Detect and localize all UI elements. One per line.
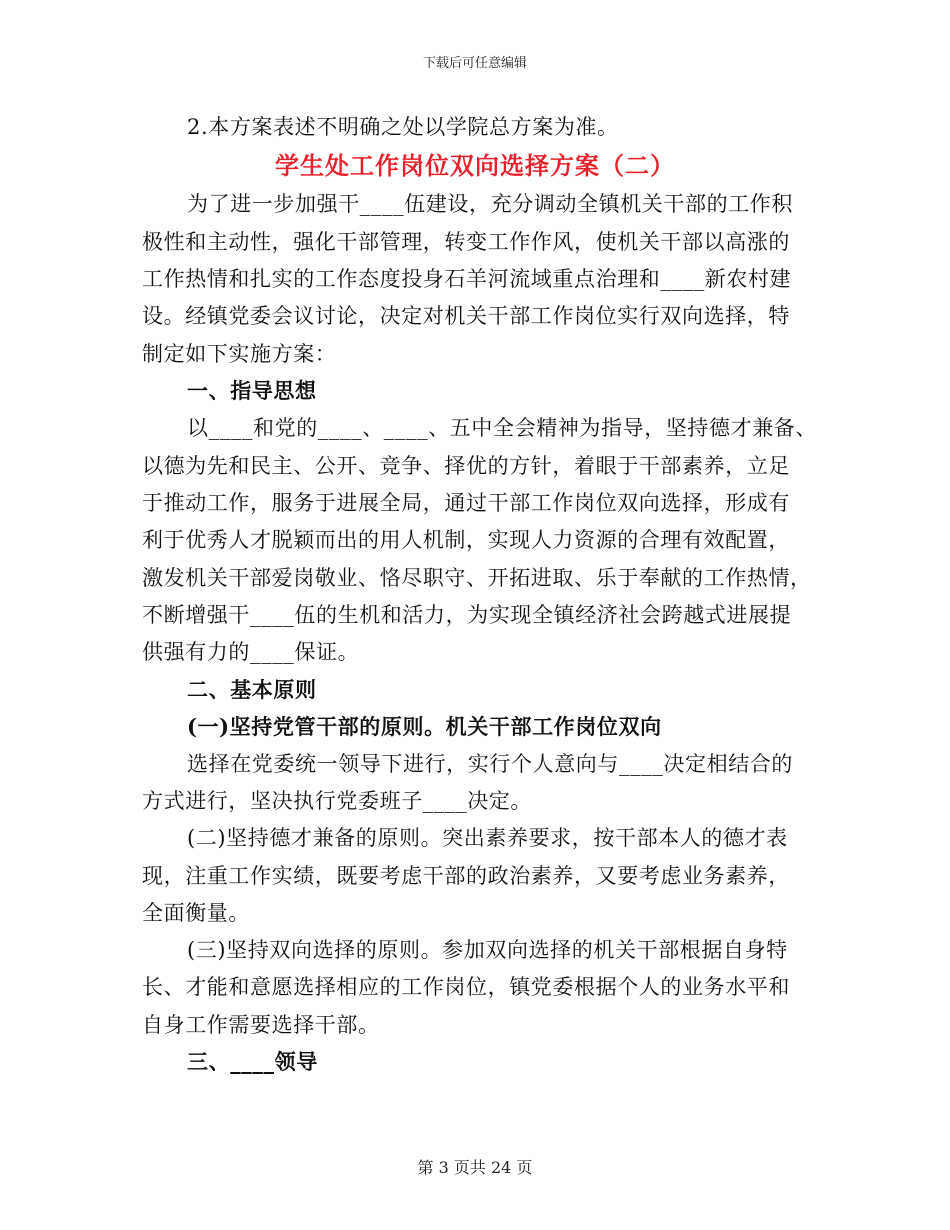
intro-line: 极性和主动性，强化干部管理，转变工作作风，使机关干部以高涨的 — [142, 230, 790, 254]
intro-line: 为了进一步加强干____伍建设，充分调动全镇机关干部的工作积 — [187, 192, 793, 216]
document-title: 学生处工作岗位双向选择方案（二） — [275, 151, 675, 180]
principle2-line: (二)坚持德才兼备的原则。突出素养要求，按干部本人的德才表 — [187, 826, 788, 850]
intro-line: 工作热情和扎实的工作态度投身石羊河流域重点治理和____新农村建 — [142, 267, 792, 291]
section1-line: 于推动工作，服务于进展全局，通过干部工作岗位双向选择，形成有 — [142, 491, 790, 515]
principle2-line: 现，注重工作实绩，既要考虑干部的政治素养，又要考虑业务素养， — [142, 864, 790, 888]
intro-line: 设。经镇党委会议讨论，决定对机关干部工作岗位实行双向选择，特 — [142, 304, 790, 328]
principle3-line: 自身工作需要选择干部。 — [142, 1013, 380, 1037]
principle2-line: 全面衡量。 — [142, 901, 250, 925]
section-heading-1: 一、指导思想 — [187, 378, 317, 403]
section1-line: 利于优秀人才脱颖而出的用人机制，实现人力资源的合理有效配置， — [142, 528, 790, 552]
principle3-line: (三)坚持双向选择的原则。参加双向选择的机关干部根据自身特 — [187, 938, 788, 962]
section1-line: 以德为先和民主、公开、竞争、择优的方针，着眼于干部素养，立足 — [142, 454, 790, 478]
principle1-heading: (一)坚持党管干部的原则。机关干部工作岗位双向 — [187, 714, 662, 739]
page-header: 下载后可任意编辑 — [422, 56, 527, 71]
principle3-line: 长、才能和意愿选择相应的工作岗位，镇党委根据个人的业务水平和 — [142, 975, 790, 999]
section1-line: 供强有力的____保证。 — [142, 640, 360, 664]
intro-line: 制定如下实施方案： — [142, 342, 337, 366]
section1-line: 不断增强干____伍的生机和活力，为实现全镇经济社会跨越式进展提 — [142, 603, 792, 627]
section-heading-2: 二、基本原则 — [187, 677, 317, 702]
section-heading-3: 三、____领导 — [187, 1049, 318, 1074]
page-footer: 第 3 页共 24 页 — [417, 1158, 533, 1177]
section1-line: 以____和党的____、____、五中全会精神为指导，坚持德才兼备、 — [187, 416, 817, 440]
principle1-line: 选择在党委统一领导下进行，实行个人意向与____决定相结合的 — [187, 752, 793, 776]
section1-line: 激发机关干部爱岗敬业、恪尽职守、开拓进取、乐于奉献的工作热情， — [142, 566, 812, 590]
previous-section-item: 2.本方案表述不明确之处以学院总方案为准。 — [187, 115, 619, 139]
principle1-line: 方式进行，坚决执行党委班子____决定。 — [142, 789, 532, 813]
